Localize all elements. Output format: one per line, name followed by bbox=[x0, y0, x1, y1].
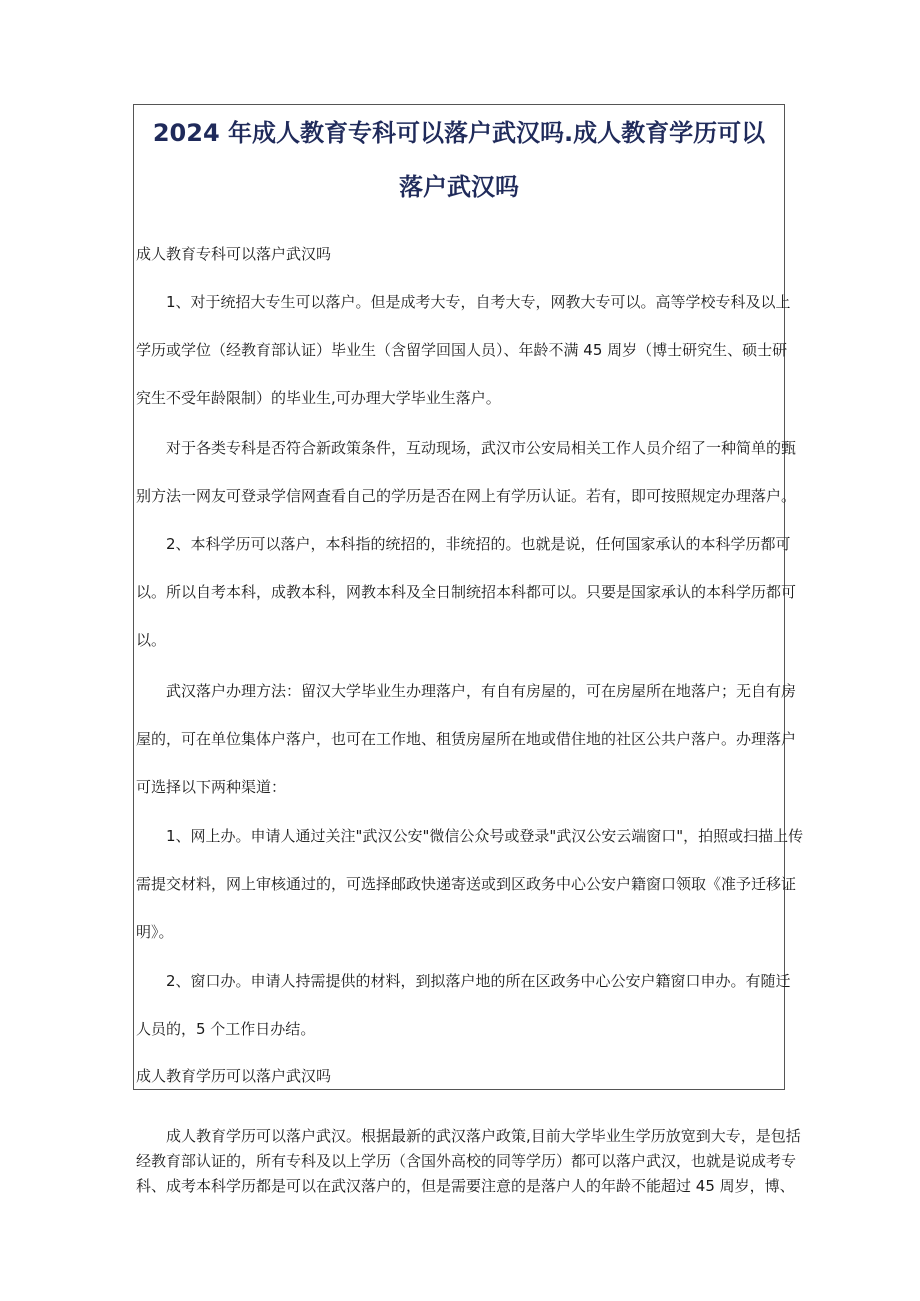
paragraph-line: 明》。 bbox=[136, 923, 174, 941]
paragraph-line: 究生不受年龄限制）的毕业生,可办理大学毕业生落户。 bbox=[136, 389, 501, 407]
paragraph-line: 学历或学位（经教育部认证）毕业生（含留学回国人员）、年龄不满 45 周岁（博士研究生、硕士研 bbox=[136, 341, 788, 359]
paragraph-line: 武汉落户办理方法：留汉大学毕业生办理落户，有自有房屋的，可在房屋所在地落户；无自有房 bbox=[166, 682, 797, 700]
paragraph-line: 成人教育学历可以落户武汉。根据最新的武汉落户政策,目前大学毕业生学历放宽到大专，是包括 bbox=[166, 1127, 801, 1145]
document-title-line-2: 落户武汉吗 bbox=[399, 173, 519, 201]
paragraph-line: 对于各类专科是否符合新政策条件，互动现场，武汉市公安局相关工作人员介绍了一种简单的甄 bbox=[166, 439, 797, 457]
section-heading: 成人教育专科可以落户武汉吗 bbox=[136, 245, 332, 263]
paragraph-line: 可选择以下两种渠道： bbox=[136, 778, 287, 796]
paragraph-line: 别方法一网友可登录学信网查看自己的学历是否在网上有学历认证。若有，即可按照规定办理落户。 bbox=[136, 487, 797, 505]
paragraph-line: 以。 bbox=[136, 631, 167, 649]
paragraph-line: 2、窗口办。申请人持需提供的材料，到拟落户地的所在区政务中心公安户籍窗口申办。有随迁 bbox=[166, 972, 791, 990]
paragraph-line: 经教育部认证的，所有专科及以上学历（含国外高校的同等学历）都可以落户武汉，也就是说成考专 bbox=[136, 1152, 797, 1170]
paragraph-line: 2、本科学历可以落户，本科指的统招的，非统招的。也就是说，任何国家承认的本科学历都可 bbox=[166, 535, 791, 553]
paragraph-line: 1、网上办。申请人通过关注"武汉公安"微信公众号或登录"武汉公安云端窗口"，拍照或扫描上传 bbox=[166, 827, 804, 845]
paragraph-line: 屋的，可在单位集体户落户，也可在工作地、租赁房屋所在地或借住地的社区公共户落户。办理落户 bbox=[136, 730, 797, 748]
paragraph-line: 人员的，5 个工作日办结。 bbox=[136, 1020, 316, 1038]
paragraph-line: 1、对于统招大专生可以落户。但是成考大专，自考大专，网教大专可以。高等学校专科及以上 bbox=[166, 293, 791, 311]
paragraph-line: 科、成考本科学历都是可以在武汉落户的，但是需要注意的是落户人的年龄不能超过 45 周岁，博、 bbox=[136, 1177, 795, 1195]
paragraph-line: 需提交材料，网上审核通过的，可选择邮政快递寄送或到区政务中心公安户籍窗口领取《准予迁移证 bbox=[136, 875, 797, 893]
section-heading: 成人教育学历可以落户武汉吗 bbox=[136, 1067, 332, 1085]
document-title-line-1: 2024 年成人教育专科可以落户武汉吗.成人教育学历可以 bbox=[152, 119, 766, 147]
paragraph-line: 以。所以自考本科，成教本科，网教本科及全日制统招本科都可以。只要是国家承认的本科学历都可 bbox=[136, 583, 797, 601]
